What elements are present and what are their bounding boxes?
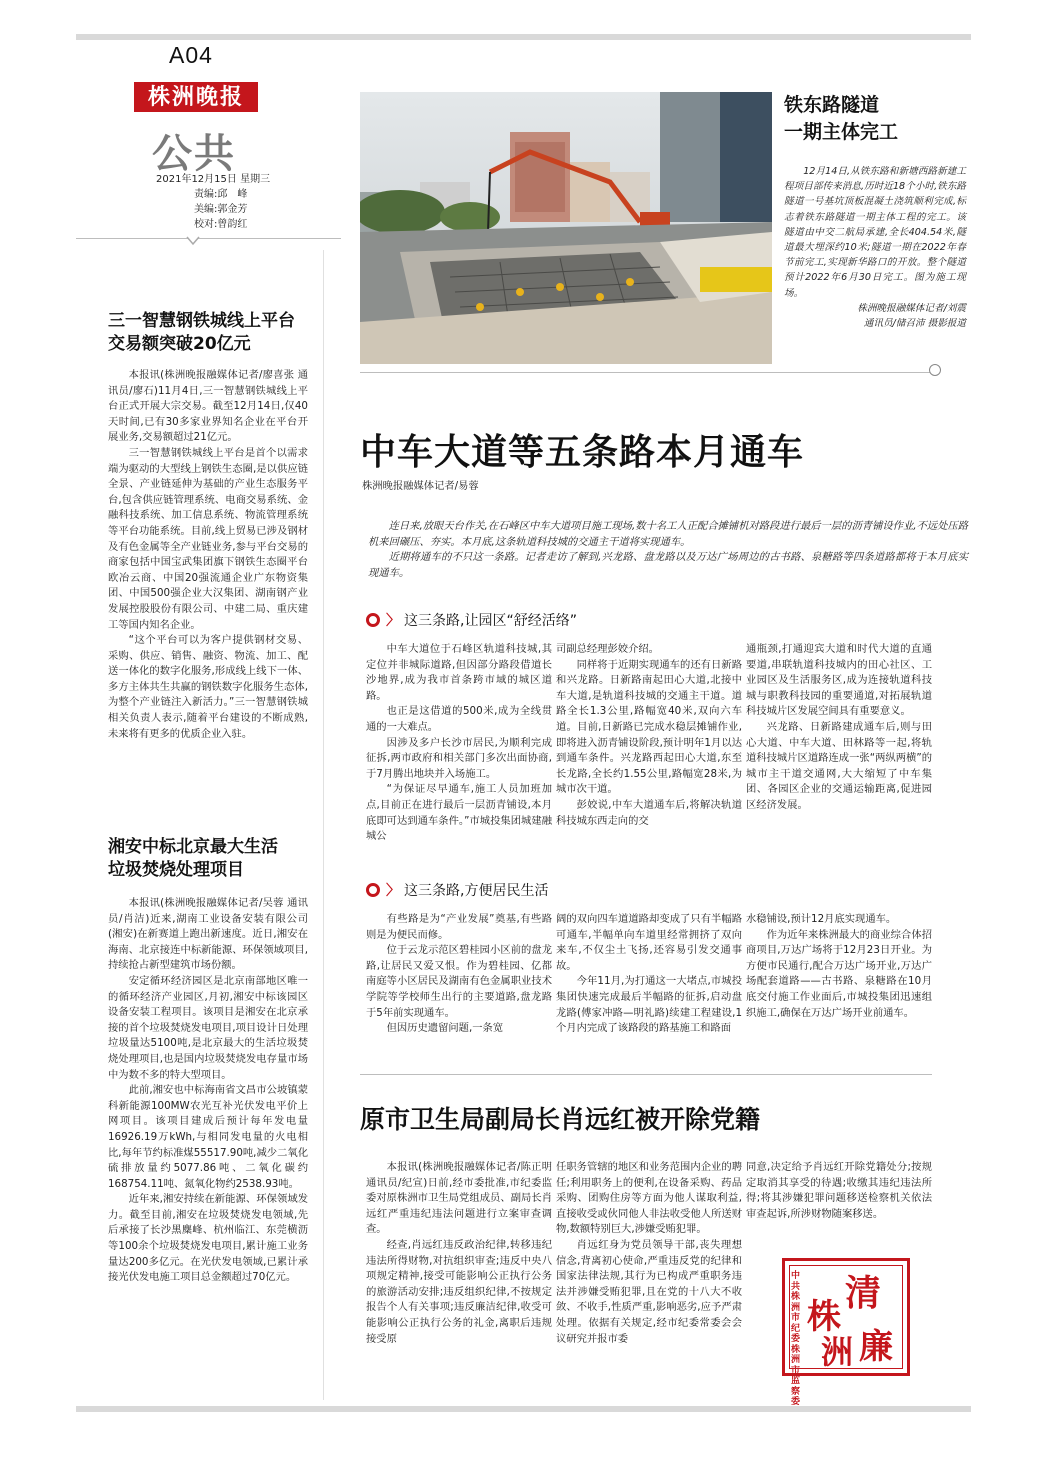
story3-headline: 原市卫生局副局长肖远红被开除党籍 — [360, 1105, 761, 1134]
story-xiangan-title: 湘安中标北京最大生活 垃圾焚烧处理项目 — [108, 837, 278, 880]
column-rule — [323, 250, 324, 1400]
top-rule — [76, 34, 971, 40]
date-line: 2021年12月15日 星期三 — [156, 174, 271, 185]
subhead-residents: 〉 这三条路,方便居民生活 — [366, 880, 548, 900]
photo-story — [784, 92, 966, 331]
masthead-rule — [76, 238, 341, 239]
main-headline: 中车大道等五条路本月通车 — [360, 432, 805, 473]
seal-small-text: 中共株洲市纪委 株洲市监察委 — [791, 1271, 801, 1407]
bullet-ring-icon — [366, 613, 380, 627]
construction-photo — [360, 92, 772, 364]
photo-caption: 12月14日,从铁东路和新塘西路新建工程项目部传来消息,历时近18个小时,铁东路隧道一号基坑顶板混凝土浇筑顺利完成,标志着铁东路隧道一期主体工程的完工。该隧道由中交二航局承建,全长404.54米,隧道最大埋深约10米;隧道一期在2022年春节前完工,实现新华路口的开放。整个隧道预计2022年6月30日完工。图为施工现场。 — [784, 166, 966, 299]
divider-dot-icon — [929, 364, 941, 376]
arrow-icon: 〉 — [386, 613, 400, 629]
main-lead: 连日来,放眼天台作关,在石峰区中车大道项目施工现场,数十名工人正配合摊铺机对路段进行最后一层的沥青铺设作业,不远处压路机来回碾压、夯实。本月底,这条轨道科技城的交通主干道将实现通车。 近期将通车的不只这一条路。记者走访了解到,兴龙路、盘龙路以及万达广场周边的古书路、泉糖路等四条道路都将于本月底实现通车。 — [368, 520, 969, 579]
section-divider — [360, 372, 932, 373]
subhead-parks: 〉 这三条路,让园区“舒经活络” — [366, 610, 577, 630]
main-col-3: 通瓶颈,打通迎宾大道和时代大道的直通要道,串联轨道科技城内的田心社区、工业园区及生活服务区,成为连接轨道科技城与职教科技园的重要通道,对拓展轨道科技城片区发展空间具有重要意义。 兴龙路、日新路建成通车后,则与田心大道、中车大道、田林路等一起,将轨道科技城片区道路连成一张“两纵两横”的城市主干道交通网,大大缩短了中车集团、各园区企业的交通运输距离,促进园区经济发展。 — [746, 643, 932, 811]
bullet-ring-icon — [366, 883, 380, 897]
main-byline: 株洲晚报融媒体记者/易蓉 — [362, 480, 479, 492]
story-sany-title: 三一智慧钢铁城线上平台 交易额突破20亿元 — [108, 311, 295, 354]
discipline-seal: 中共株洲市纪委 株洲市监察委 清 株 洲 廉 — [782, 1258, 910, 1376]
main-col-1: 中车大道位于石峰区轨道科技城,其定位并非城际道路,但因部分路段借道长沙地界,成为我市首条跨市域的城区道路。 也正是这借道的500米,成为全线贯通的一大难点。 因涉及多户长沙市居民,为顺利完成征拆,两市政府和相关部门多次出面协商,于7月腾出地块并入场施工。 “为保证尽早通车,施工人员加班加点,目前正在进行最后一层沥青铺设,本月底即可达到通车条件。”市城投集团城建融城公 — [366, 643, 552, 843]
story3-col-1: 本报讯(株洲晚报融媒体记者/陈正明 通讯员/纪宣)日前,经市委批准,市纪委监委对原株洲市卫生局党组成员、副局长肖远红严重违纪违法问题进行立案审查调查。 经查,肖远红违反政治纪律,转移违纪违法所得财物,对抗组织审查;违反中央八项规定精神,接受可能影响公正执行公务的旅游活动安排;违反组织纪律,不按规定报告个人有关事项;违反廉洁纪律,收受可能影响公正执行公务的礼金,离职后违规接受原 — [366, 1161, 552, 1345]
main-col-5: 阔的双向四车道道路却变成了只有半幅路可通车,半幅单向车道里经常拥挤了双向来车,不仅尘土飞扬,还容易引发交通事故。 今年11月,为打通这一大堵点,市城投集团快速完成最后半幅路的征拆,启动盘龙路(傅家冲路—明礼路)续建工程建设,1个月内完成了该路段的路基施工和路面 — [556, 913, 742, 1035]
story-xiangan — [108, 836, 308, 1286]
story3-col-2: 任职务管辖的地区和业务范围内企业的聘任;利用职务上的便利,在设备采购、药品采购、团购住房等方面为他人谋取利益,直接收受或伙同他人非法收受他人所送财物,数额特别巨大,涉嫌受贿犯罪。 肖远红身为党员领导干部,丧失理想信念,背离初心使命,严重违反党的纪律和国家法律法规,其行为已构成严重职务违法并涉嫌受贿犯罪,且在党的十八大不收敛、不收手,性质严重,影响恶劣,应予严肃处理。依据有关规定,经市纪委常委会会议研究并报市委 — [556, 1161, 742, 1345]
story-xiangan-body: 本报讯(株洲晚报融媒体记者/吴蓉 通讯员/肖洁)近来,湖南工业设备安装有限公司(湘安)在新赛道上跑出新速度。近日,湘安在海南、北京接连中标新能源、环保领域项目,持续抢占新型建筑市场份额。 安定循环经济园区是北京南部地区唯一的循环经济产业园区,月初,湘安中标该园区设备安装工程项目。该项目是湘安在北京承接的首个垃圾焚烧发电项目,项目设计日处理垃圾量达5100吨,是北京最大的生活垃圾焚烧处理项目,也是国内垃圾焚烧发电存量市场中为数不多的特大型项目。 此前,湘安也中标海南省文昌市公坡镇蒙科新能源100MW农光互补光伏发电平价上网项目。该项目建成后预计每年发电量16926.19万kWh,与相同发电量的火电相比,每年节约标准煤55517.90吨,减少二氧化硫排放量约5077.86吨、二氧化碳约168754.11吨、氮氧化物约2538.93吨。 近年来,湘安持续在新能源、环保领域发力。截至目前,湘安在垃圾焚烧发电领域,先后承接了长沙黑麋峰、杭州临江、东莞横沥等100余个垃圾焚烧发电项目,累计施工业务量达200多亿元。在光伏发电领域,已累计承接光伏发电施工项目总金额超过70亿元。 — [108, 897, 308, 1284]
story-sany — [108, 310, 308, 742]
main-col-6: 水稳铺设,预计12月底实现通车。 作为近年来株洲最大的商业综合体招商项目,万达广场将于12月23日开业。为方便市民通行,配合万达广场开业,万达广场配套道路——古书路、泉糖路在10月底交付施工作业面后,市城投集团迅速组织施工,确保在万达广场开业前通车。 — [746, 913, 932, 1019]
photo-story-title: 铁东路隧道 一期主体完工 — [784, 94, 899, 143]
chevron-down-icon — [186, 236, 200, 246]
editor: 责编:邱 峰 — [194, 189, 248, 200]
masthead-meta — [156, 172, 270, 232]
story3-col-3: 同意,决定给予肖远红开除党籍处分;按规定取消其享受的待遇;收缴其违纪违法所得;将其涉嫌犯罪问题移送检察机关依法审查起诉,所涉财物随案移送。 — [746, 1161, 932, 1220]
main-col-4: 有些路是为“产业发展”奠基,有些路则是为便民而修。 位于云龙示范区碧桂园小区前的盘龙路,让居民又爱又恨。作为碧桂园、亿都南庭等小区居民及湖南有色金属职业技术学院等学校师生出行的主要道路,盘龙路于5年前实现通车。 但因历史遗留问题,一条宽 — [366, 913, 552, 1035]
main-col-2: 司副总经理彭姣介绍。 同样将于近期实现通车的还有日新路和兴龙路。日新路南起田心大道,北接中车大道,是轨道科技城的交通主干道。道路全长1.3公里,路幅宽40米,双向六车道。目前,日新路已完成水稳层摊铺作业,即将进入沥青铺设阶段,预计明年1月以达到通车条件。兴龙路西起田心大道,东至长龙路,全长约1.55公里,路幅宽28米,为城市次干道。 彭姣说,中车大道通车后,将解决轨道科技城东西走向的交 — [556, 643, 742, 827]
proofreader: 校对:曾韵红 — [194, 219, 248, 230]
designer: 美编:郭金芳 — [194, 204, 248, 215]
photo-credit: 株洲晚报融媒体记者/刘震 通讯员/储召沛 摄影报道 — [857, 302, 966, 330]
section-divider-2 — [360, 1074, 932, 1075]
section-title: 公共 — [152, 130, 236, 177]
story-sany-body: 本报讯(株洲晚报融媒体记者/廖喜张 通讯员/廖石)11月4日,三一智慧钢铁城线上平台正式开展大宗交易。截至12月14日,仅40天时间,已有30多家业界知名企业在平台开展业务,交易额超过21亿元。 三一智慧钢铁城线上平台是首个以需求端为驱动的大型线上钢铁生态圈,是以供应链全景、产业链延伸为基础的产业生态服务平台,包含供应链管理系统、电商交易系统、金融科技系统、加工信息系统、物流管理系统等平台功能系统。目前,线上贸易已涉及钢材及有色金属等全产业链业务,参与平台交易的商家包括中国宝武集团旗下钢铁生态圈平台欧冶云商、中国20强流通企业广东物资集团、中国500强企业大汉集团、湖南钢产业发展控股股份有限公司、中建二局、重庆建工等国内知名企业。 “这个平台可以为客户提供钢材交易、采购、供应、销售、融资、物流、加工、配送一体化的数字化服务,形成线上线下一体、多方主体共生共赢的钢铁数字化服务生态体,为整个产业链注入新活力。”三一智慧钢铁城相关负责人表示,随着平台建设的不断成熟,未来将有更多的优质企业入驻。 — [108, 369, 308, 740]
page-number: A04 — [169, 42, 213, 68]
newspaper-logo: 株洲晚报 — [134, 82, 258, 112]
arrow-icon: 〉 — [386, 883, 400, 899]
bottom-rule — [76, 1406, 971, 1412]
